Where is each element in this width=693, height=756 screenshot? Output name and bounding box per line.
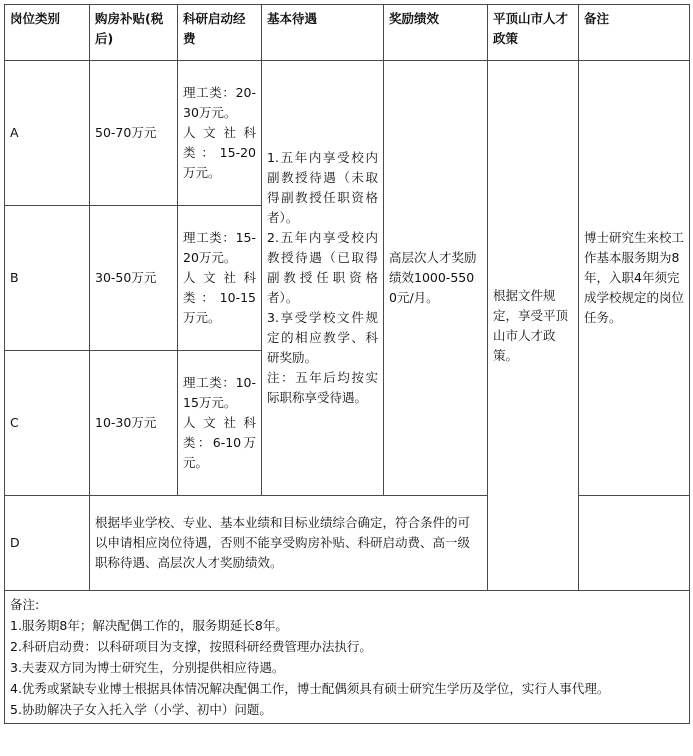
note-item: 1.服务期8年；解决配偶工作的，服务期延长8年。 xyxy=(10,618,288,633)
note-item: 2.科研启动费：以科研项目为支撑，按照科研经费管理办法执行。 xyxy=(10,639,372,654)
remarks-cell: 博士研究生来校工作基本服务期为8年，入职4年须完成学校规定的岗位任务。 xyxy=(579,61,690,496)
notes-row xyxy=(5,591,690,724)
benefit-item: 1.五年内享受校内副教授待遇（未取得副教授任职资格者）。 xyxy=(267,150,378,225)
funding-engineering: 理工类：20-30万元。 xyxy=(183,85,256,120)
table-row-d xyxy=(5,496,690,591)
header-reward: 奖励绩效 xyxy=(384,5,488,61)
header-housing: 购房补贴(税后) xyxy=(90,5,178,61)
funding-engineering: 理工类：15-20万元。 xyxy=(183,230,256,265)
funding-engineering: 理工类：10-15万元。 xyxy=(183,375,256,410)
funding-cell xyxy=(178,61,262,206)
header-funding: 科研启动经费 xyxy=(178,5,262,61)
note-item: 4.优秀或紧缺专业博士根据具体情况解决配偶工作，博士配偶须具有硕士研究生学历及学位，实行人事代理。 xyxy=(10,681,610,696)
grade-d-description: 根据毕业学校、专业、基本业绩和目标业绩综合确定，符合条件的可以申请相应岗位待遇，否则不能享受购房补贴、科研启动费、高一级职称待遇、高层次人才奖励绩效。 xyxy=(90,496,488,591)
housing-cell: 50-70万元 xyxy=(90,61,178,206)
notes-title: 备注: xyxy=(10,597,40,612)
header-row xyxy=(5,5,690,61)
note-item: 3.夫妻双方同为博士研究生，分别提供相应待遇。 xyxy=(10,660,285,675)
city-policy-cell: 根据文件规定，享受平顶山市人才政策。 xyxy=(488,61,579,591)
header-benefits: 基本待遇 xyxy=(262,5,384,61)
grade-cell: A xyxy=(5,61,90,206)
notes-cell xyxy=(5,591,690,724)
grade-cell: C xyxy=(5,351,90,496)
benefit-item: 2.五年内享受校内教授待遇（已取得副教授任职资格者）。 xyxy=(267,230,378,305)
header-city-policy: 平顶山市人才政策 xyxy=(488,5,579,61)
grade-cell: B xyxy=(5,206,90,351)
benefit-note: 注：五年后均按实际职称享受待遇。 xyxy=(267,370,378,405)
housing-cell: 10-30万元 xyxy=(90,351,178,496)
header-category: 岗位类别 xyxy=(5,5,90,61)
note-item: 5.协助解决子女入托入学（小学、初中）问题。 xyxy=(10,702,272,717)
header-remarks: 备注 xyxy=(579,5,690,61)
table-row-a xyxy=(5,61,690,206)
funding-cell xyxy=(178,206,262,351)
funding-humanities: 人文社科类：15-20万元。 xyxy=(183,125,256,180)
funding-humanities: 人文社科类：6-10万元。 xyxy=(183,415,256,470)
benefit-item: 3.享受学校文件规定的相应教学、科研奖励。 xyxy=(267,310,378,365)
funding-humanities: 人文社科类：10-15万元。 xyxy=(183,270,256,325)
benefits-cell xyxy=(262,61,384,496)
housing-cell: 30-50万元 xyxy=(90,206,178,351)
grade-cell: D xyxy=(5,496,90,591)
empty-remarks-cell xyxy=(579,496,690,591)
funding-cell xyxy=(178,351,262,496)
reward-cell: 高层次人才奖励绩效1000-5500元/月。 xyxy=(384,61,488,496)
talent-policy-table xyxy=(4,4,690,724)
